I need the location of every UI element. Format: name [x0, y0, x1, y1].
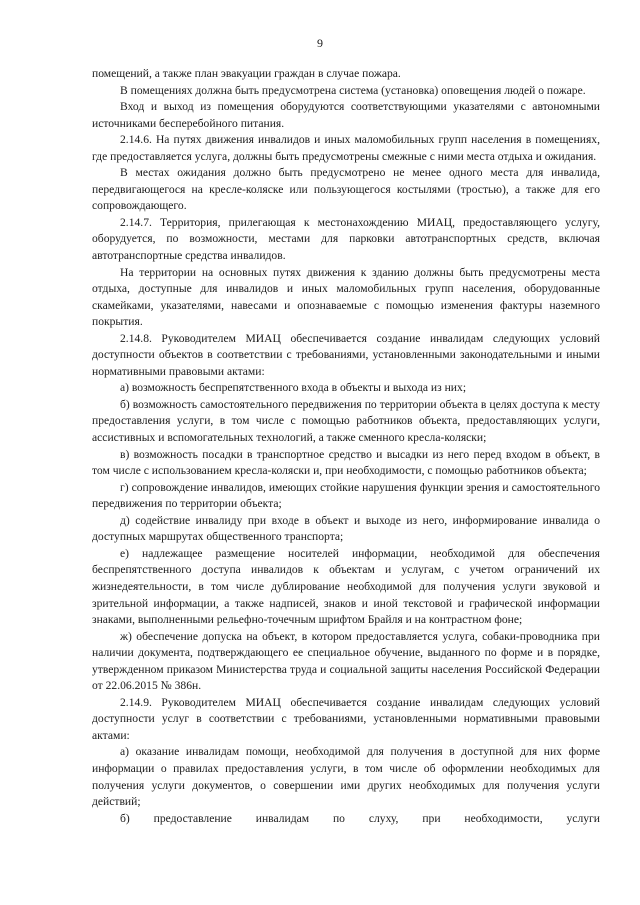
list-item-e: е) надлежащее размещение носителей информации, необходимой для обеспечения беспрепятственного доступа инвалидов к объектам и услугам, с учетом ограничений их жизнедеятельности, в том числе дублирование необходимой для получения услуги звуковой и зрительной информации, а также надписей, знаков и иной текстовой и графической информации знаками, выполненными рельефно-точечным шрифтом Брайля и на контрастном фоне; — [92, 546, 600, 627]
paragraph-2-14-8: 2.14.8. Руководителем МИАЦ обеспечивается создание инвалидам следующих условий доступности объектов в соответствии с требованиями, установленными законодательными и иными нормативными правовыми актами: — [92, 331, 600, 378]
list-item-d: д) содействие инвалиду при входе в объект и выходе из него, информирование инвалида о доступных маршрутах общественного транспорта; — [92, 513, 600, 544]
list-item-a-services: а) оказание инвалидам помощи, необходимой для получения в доступной для них форме информации о правилах предоставления услуги, в том числе об оформлении необходимых для получения услуги документов, о совершении ими других необходимых для получения услуги действий; — [92, 745, 600, 809]
list-item-b-services: б) предоставление инвалидам по слуху, при необходимости, услуги — [120, 811, 600, 825]
list-item-b: б) возможность самостоятельного передвижения по территории объекта в целях доступа к месту предоставления услуги, в том числе с помощью работников объекта, предоставляющих услуги, ассистивных и вспомогательных технологий, а также сменного кресла-коляски; — [92, 397, 600, 445]
paragraph-fire-alarm: В помещениях должна быть предусмотрена система (установка) оповещения людей о пожаре. — [120, 83, 586, 97]
paragraph-evacuation-plan: помещений, а также план эвакуации граждан в случае пожара. — [92, 67, 401, 80]
paragraph-2-14-9: 2.14.9. Руководителем МИАЦ обеспечивается создание инвалидам следующих условий доступности услуг в соответствии с требованиями, установленными нормативными правовыми актами: — [92, 695, 600, 742]
list-item-zh: ж) обеспечение допуска на объект, в котором предоставляется услуга, собаки-проводника при наличии документа, подтверждающего ее специальное обучение, выданного по форме и в порядке, утвержденном приказом Министерства труда и социальной защиты населения Российской Федерации от 22.06.2015 № 386н. — [92, 629, 600, 693]
paragraph-waiting-areas: В местах ожидания должно быть предусмотрено не менее одного места для инвалида, передвигающегося на кресле-коляске или пользующегося костылями (тростью), а также для его сопровождающего. — [92, 166, 600, 213]
paragraph-territory-routes: На территории на основных путях движения к зданию должны быть предусмотрены места отдыха, доступные для инвалидов и иных маломобильных групп населения, оборудованные скамейками, указателями, навесами и опознаваемые с помощью изменения фактуры наземного покрытия. — [92, 265, 600, 329]
list-item-v: в) возможность посадки в транспортное средство и высадки из него перед входом в объект, в том числе с использованием кресла-коляски и, при необходимости, с помощью работников объекта; — [92, 447, 600, 478]
page-number: 9 — [317, 36, 323, 50]
paragraph-entrance-exit-signs: Вход и выход из помещения оборудуются соответствующими указателями с автономными источниками бесперебойного питания. — [92, 100, 600, 130]
list-item-g: г) сопровождение инвалидов, имеющих стойкие нарушения функции зрения и самостоятельного передвижения по территории объекта; — [92, 480, 600, 511]
list-item-a: а) возможность беспрепятственного входа в объекты и выхода из них; — [120, 381, 467, 395]
paragraph-2-14-6: 2.14.6. На путях движения инвалидов и иных маломобильных групп населения в помещениях, где предоставляется услуга, должны быть предусмотрены смежные с ними места отдыха и ожидания. — [92, 133, 600, 163]
paragraph-2-14-7: 2.14.7. Территория, прилегающая к местонахождению МИАЦ, предоставляющего услугу, оборудуется, по возможности, местами для парковки автотранспортных средств, включая автотранспортные средства инвалидов. — [92, 215, 600, 263]
document-body — [92, 66, 600, 827]
